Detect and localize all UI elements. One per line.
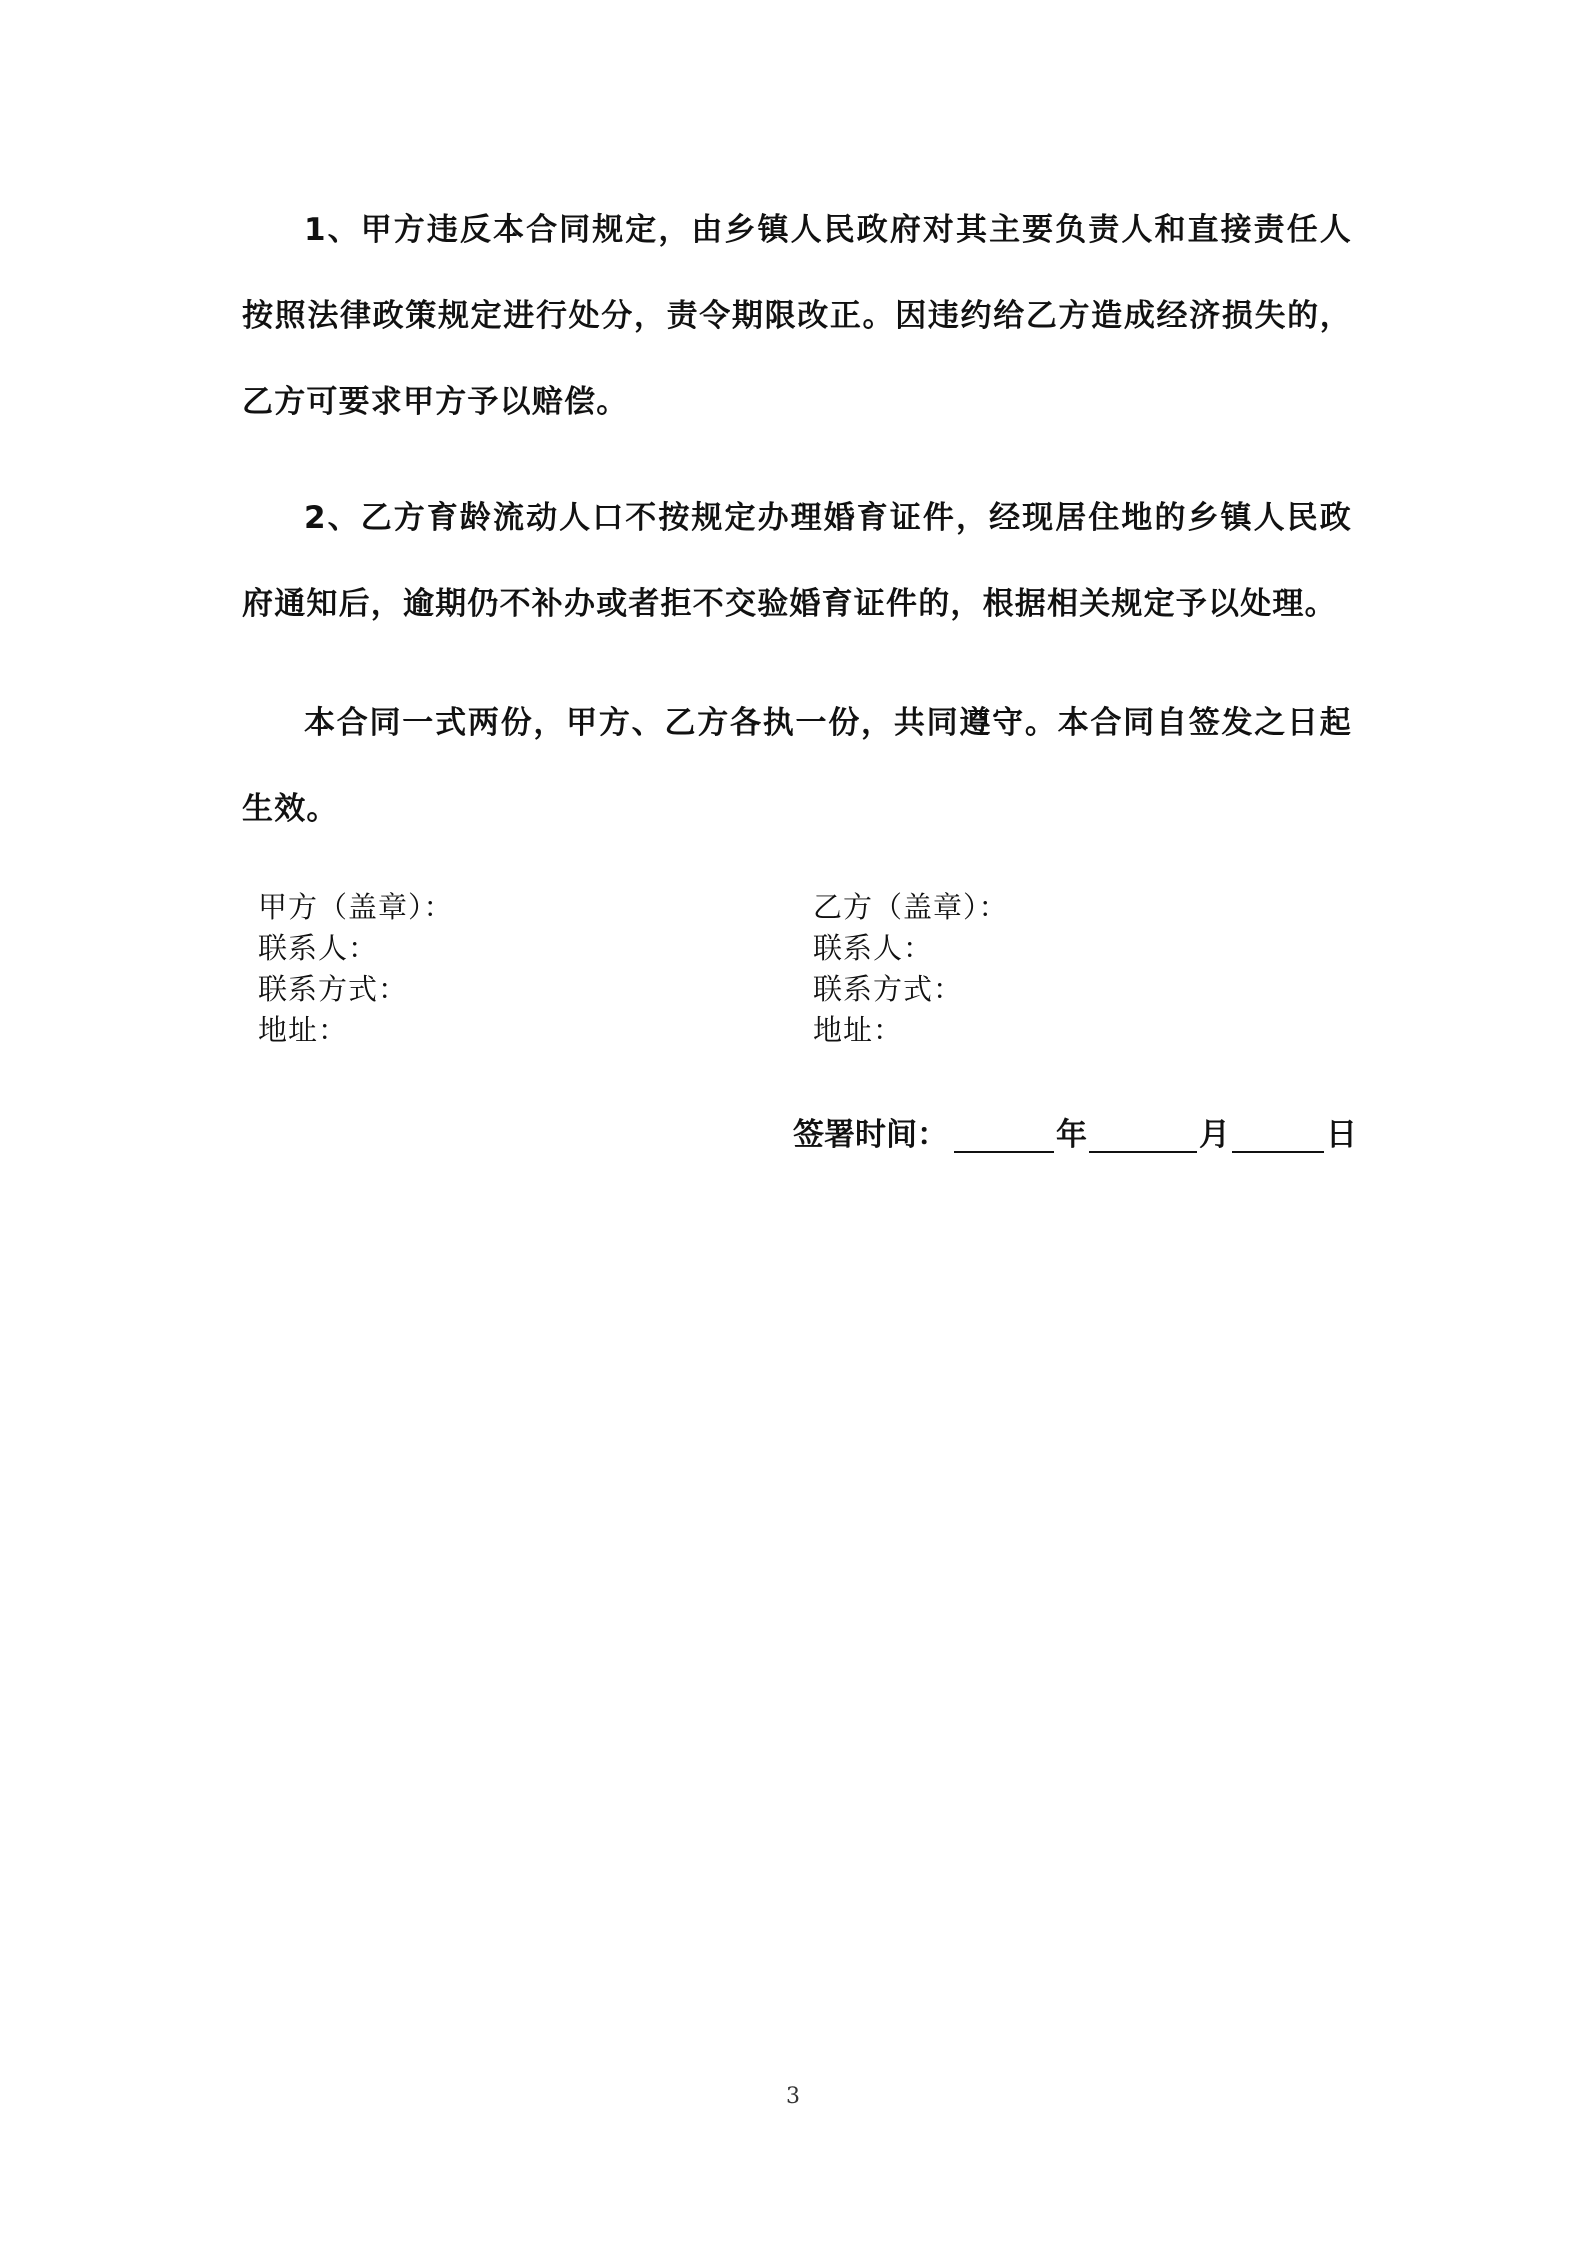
month-blank [1089,1115,1197,1153]
party-b-contact-method: 联系方式： [813,972,964,1006]
day-label: 日 [1326,1117,1357,1153]
party-b-contact-person: 联系人： [813,931,934,965]
party-b-address: 地址： [813,1013,904,1047]
year-blank [954,1115,1054,1153]
month-label: 月 [1199,1117,1230,1153]
party-a-contact-person: 联系人： [258,931,379,965]
party-a-title: 甲方（盖章）： [258,890,454,924]
clause-paragraph-2: 2、乙方育龄流动人口不按规定办理婚育证件，经现居住地的乡镇人民政府通知后，逾期仍不补办或者拒不交验婚育证件的，根据相关规定予以处理。 [242,500,1352,622]
year-label: 年 [1056,1117,1087,1153]
party-b-signature-block [813,887,1009,1051]
party-b-title: 乙方（盖章）： [813,890,1009,924]
closing-paragraph: 本合同一式两份，甲方、乙方各执一份，共同遵守。本合同自签发之日起生效。 [242,705,1352,827]
signing-date-label: 签署时间： [793,1117,948,1153]
page-number: 3 [786,2084,800,2109]
day-blank [1232,1115,1324,1153]
party-a-contact-method: 联系方式： [258,972,409,1006]
party-a-signature-block [258,887,454,1051]
signing-date-line [793,1113,1357,1157]
party-a-address: 地址： [258,1013,349,1047]
clause-paragraph-1: 1、甲方违反本合同规定，由乡镇人民政府对其主要负责人和直接责任人按照法律政策规定进行处分，责令期限改正。因违约给乙方造成经济损失的，乙方可要求甲方予以赔偿。 [242,212,1352,420]
